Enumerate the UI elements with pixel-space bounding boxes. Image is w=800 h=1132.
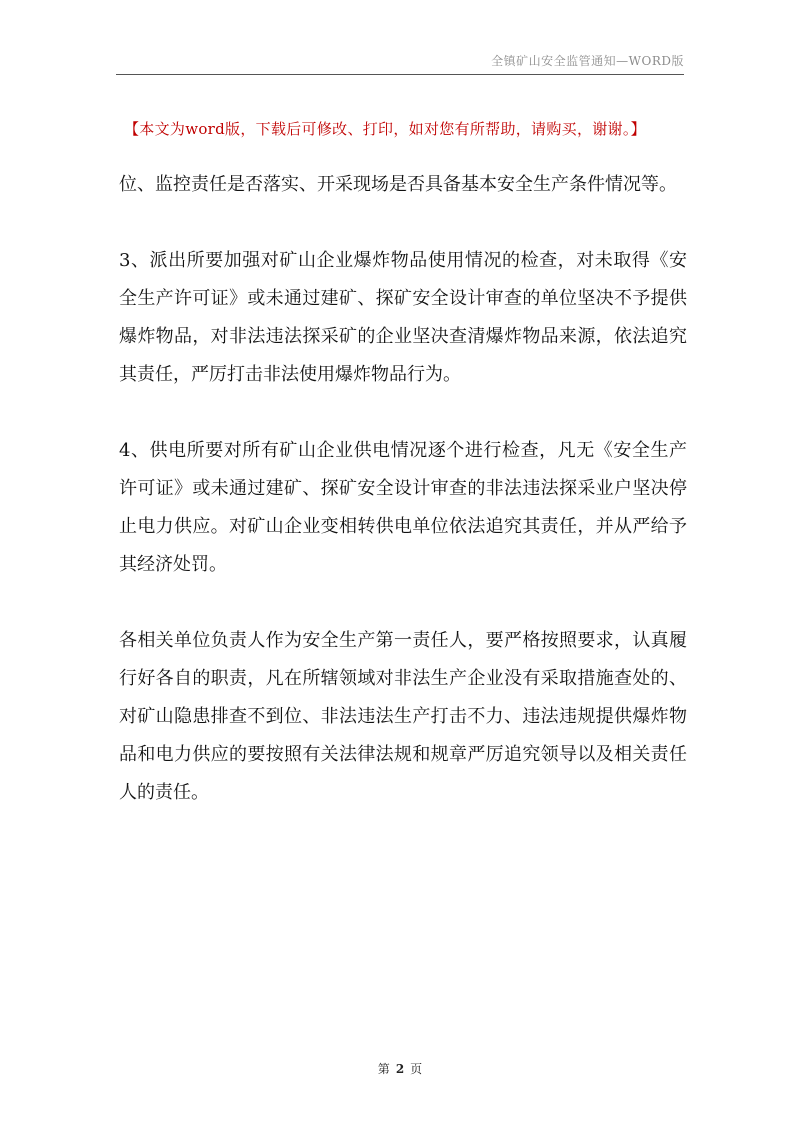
footer-prefix: 第	[377, 1062, 390, 1076]
page-footer	[0, 1060, 800, 1077]
purchase-notice: 【本文为word版，下载后可修改、打印，如对您有所帮助，请购买，谢谢。】	[124, 120, 646, 138]
page-number: 2	[395, 1062, 405, 1076]
paragraph-responsibility: 各相关单位负责人作为安全生产第一责任人，要严格按照要求，认真履行好各自的职责，凡在所辖领域对非法生产企业没有采取措施查处的、对矿山隐患排查不到位、非法违法生产打击不力、违法违规提供爆炸物品和电力供应的要按照有关法律法规和规章严厉追究领导以及相关责任人的责任。	[119, 630, 687, 803]
page-header: 全镇矿山安全监管通知—WORD版	[491, 54, 684, 68]
header-divider	[116, 74, 684, 75]
document-body	[119, 166, 687, 812]
footer-suffix: 页	[410, 1062, 423, 1076]
paragraph-power-supply: 4、供电所要对所有矿山企业供电情况逐个进行检查，凡无《安全生产许可证》或未通过建矿、探矿安全设计审查的非法违法探采业户坚决停止电力供应。对矿山企业变相转供电单位依法追究其责任，并从严给予其经济处罚。	[119, 440, 687, 575]
paragraph-police-station: 3、派出所要加强对矿山企业爆炸物品使用情况的检查，对未取得《安全生产许可证》或未通过建矿、探矿安全设计审查的单位坚决不予提供爆炸物品，对非法违法探采矿的企业坚决查清爆炸物品来源，依法追究其责任，严厉打击非法使用爆炸物品行为。	[119, 250, 687, 385]
paragraph-continuation: 位、监控责任是否落实、开采现场是否具备基本安全生产条件情况等。	[119, 174, 677, 195]
